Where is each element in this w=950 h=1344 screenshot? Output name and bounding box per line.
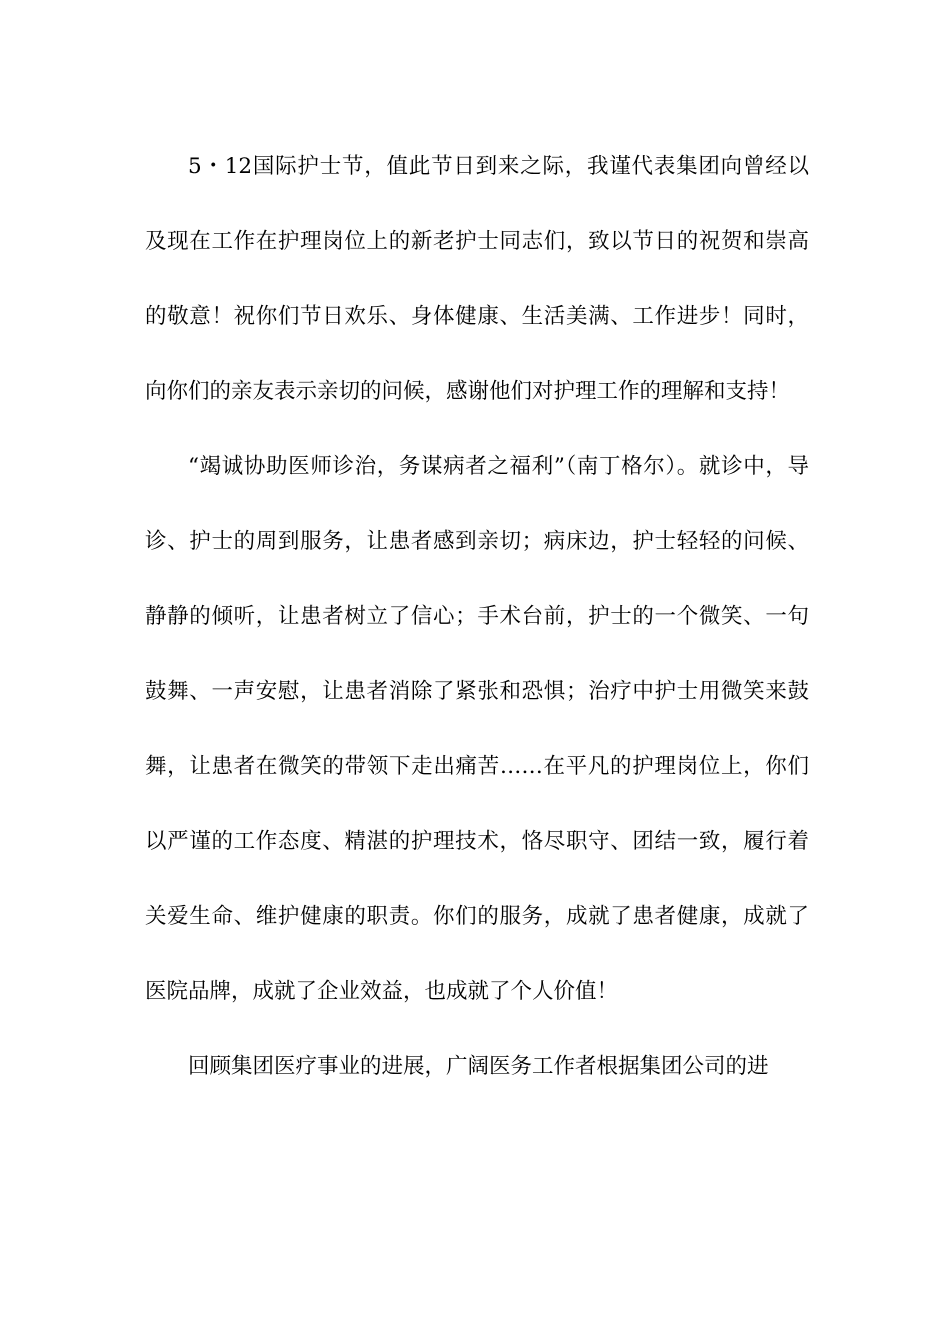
paragraph-review: 回顾集团医疗事业的进展，广阔医务工作者根据集团公司的进 (188, 1054, 769, 1079)
paragraph-greeting: 5・12国际护士节，值此节日到来之际，我谨代表集团向曾经以及现在工作在护理岗位上的新老护士同志们，致以节日的祝贺和崇高的敬意！祝你们节日欢乐、身体健康、生活美满、工作进步！同时，向你们的亲友表示亲切的问候，感谢他们对护理工作的理解和支持！ (145, 154, 809, 404)
paragraph-nightingale-quote: “竭诚协助医师诊治，务谋病者之福利”（南丁格尔）。就诊中，导诊、护士的周到服务，让患者感到亲切；病床边，护士轻轻的问候、静静的倾听，让患者树立了信心；手术台前，护士的一个微笑、一句鼓舞、一声安慰，让患者消除了紧张和恐惧；治疗中护士用微笑来鼓舞，让患者在微笑的带领下走出痛苦……在平凡的护理岗位上，你们以严谨的工作态度、精湛的护理技术，恪尽职守、团结一致，履行着关爱生命、维护健康的职责。你们的服务，成就了患者健康，成就了医院品牌，成就了企业效益，也成就了个人价值！ (145, 454, 809, 1004)
body-text (145, 129, 809, 1104)
